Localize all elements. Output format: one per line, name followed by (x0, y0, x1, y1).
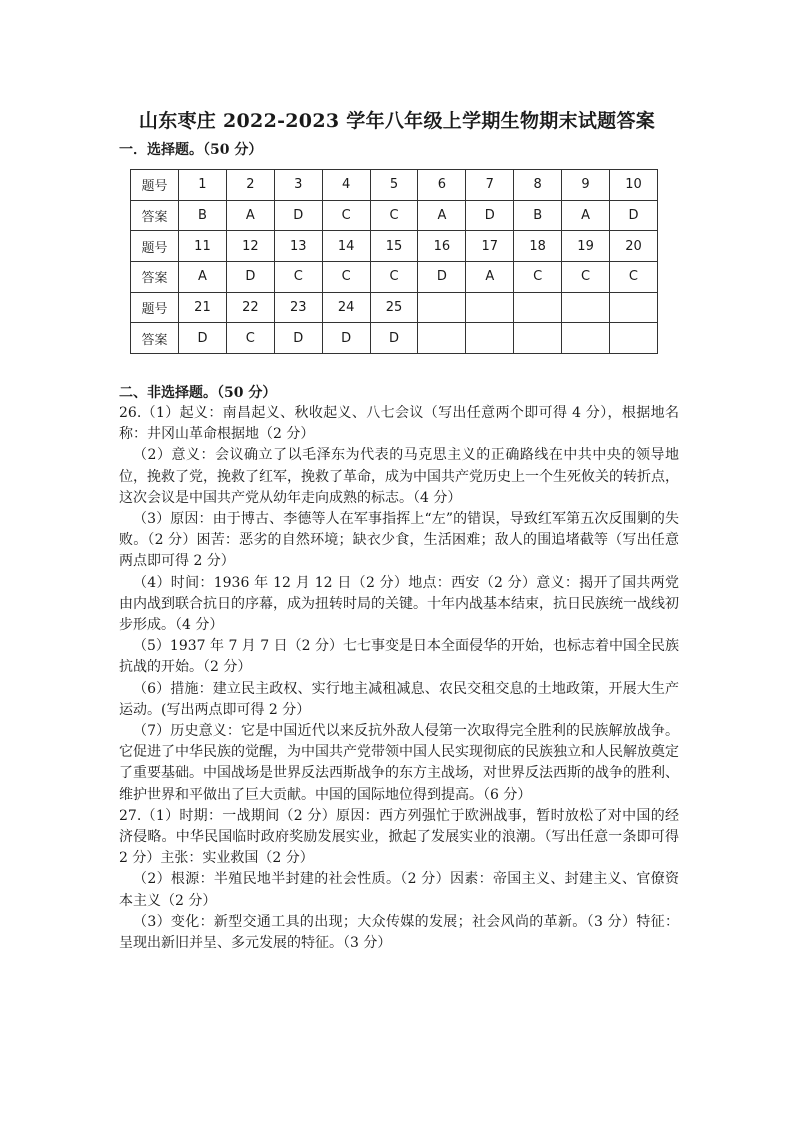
page-title: 山东枣庄 2022-2023 学年八年级上学期生物期末试题答案 (138, 110, 656, 132)
row-header-cell: 题号 (131, 231, 179, 262)
answer-body (119, 403, 679, 954)
answer-paragraph: （2）根源：半殖民地半封建的社会性质。（2 分）因素：帝国主义、封建主义、官僚资本主义（2 分） (119, 871, 679, 909)
answer-paragraph: （5）1937 年 7 月 7 日（2 分）七七事变是日本全面侵华的开始，也标志着中国全民族抗战的开始。（2 分） (119, 638, 679, 676)
row-header-cell: 题号 (131, 170, 179, 201)
table-cell (562, 292, 610, 323)
table-cell (514, 323, 562, 354)
table-cell: A (418, 200, 466, 231)
table-row (131, 170, 658, 201)
table-cell: 4 (322, 170, 370, 201)
answer-table (130, 169, 658, 354)
table-cell: 6 (418, 170, 466, 201)
table-cell: 12 (226, 231, 274, 262)
table-cell: B (514, 200, 562, 231)
table-cell: C (274, 262, 322, 293)
table-cell: 14 (322, 231, 370, 262)
table-row (131, 292, 658, 323)
row-header-cell: 答案 (131, 323, 179, 354)
table-cell: 21 (179, 292, 227, 323)
table-cell: 11 (179, 231, 227, 262)
table-cell: C (562, 262, 610, 293)
table-cell: 13 (274, 231, 322, 262)
table-cell: A (179, 262, 227, 293)
table-cell: D (179, 323, 227, 354)
table-cell (418, 323, 466, 354)
table-cell: 5 (370, 170, 418, 201)
table-cell: C (322, 200, 370, 231)
row-header-cell: 题号 (131, 292, 179, 323)
table-cell: 16 (418, 231, 466, 262)
answer-paragraph: 27.（1）时期：一战期间（2 分）原因：西方列强忙于欧洲战事，暂时放松了对中国的经济侵略。中华民国临时政府奖励发展实业，掀起了发展实业的浪潮。（写出任意一条即可得 2 分）主张：实业救国（2 分） (119, 807, 679, 867)
answer-paragraph: 26.（1）起义：南昌起义、秋收起义、八七会议（写出任意两个即可得 4 分），根据地名称：井冈山革命根据地（2 分） (119, 405, 679, 443)
table-cell (466, 323, 514, 354)
table-cell: D (274, 200, 322, 231)
row-header-cell: 答案 (131, 200, 179, 231)
table-cell: 24 (322, 292, 370, 323)
table-cell: 18 (514, 231, 562, 262)
answer-paragraph: （3）变化：新型交通工具的出现；大众传媒的发展；社会风尚的革新。（3 分）特征：呈现出新旧并呈、多元发展的特征。（3 分） (119, 913, 679, 952)
table-cell: 17 (466, 231, 514, 262)
answer-paragraph: （2）意义：会议确立了以毛泽东为代表的马克思主义的正确路线在中共中央的领导地位，挽救了党，挽救了红军，挽救了革命，成为中国共产党历史上一个生死攸关的转折点，这次会议是中国共产党从幼年走向成熟的标志。（4 分） (119, 447, 679, 506)
table-cell: 9 (562, 170, 610, 201)
table-cell: 22 (226, 292, 274, 323)
table-cell: 3 (274, 170, 322, 201)
table-cell: D (226, 262, 274, 293)
answer-table-body (131, 170, 658, 354)
table-cell: D (322, 323, 370, 354)
table-cell: A (466, 262, 514, 293)
table-cell: C (370, 200, 418, 231)
section2-heading: 二、非选择题。（50 分） (119, 385, 277, 401)
table-row (131, 200, 658, 231)
table-cell: C (514, 262, 562, 293)
table-cell: D (466, 200, 514, 231)
table-cell (562, 323, 610, 354)
table-cell: D (274, 323, 322, 354)
table-cell: 15 (370, 231, 418, 262)
table-cell: C (370, 262, 418, 293)
table-row (131, 262, 658, 293)
answer-paragraph: （4）时间：1936 年 12 月 12 日（2 分）地点：西安（2 分）意义：揭开了国共两党由内战到联合抗日的序幕，成为扭转时局的关键。十年内战基本结束，抗日民族统一战线初步形成。（4 分） (119, 574, 679, 634)
table-cell: D (370, 323, 418, 354)
answer-paragraph: （3）原因：由于博古、李德等人在军事指挥上“左”的错误，导致红军第五次反围剿的失败。（2 分）困苦：恶劣的自然环境；缺衣少食，生活困难；敌人的围追堵截等（写出任意两点即可得 2 分） (119, 511, 679, 570)
table-cell: C (322, 262, 370, 293)
table-cell: 23 (274, 292, 322, 323)
table-cell: C (226, 323, 274, 354)
answer-paragraph: （7）历史意义：它是中国近代以来反抗外敌人侵第一次取得完全胜利的民族解放战争。它促进了中华民族的觉醒，为中国共产党带领中国人民实现彻底的民族独立和人民解放奠定了重要基础。中国战场是世界反法西斯战争的东方主战场，对世界反法西斯的战争的胜利、维护世界和平做出了巨大贡献。中国的国际地位得到提高。（6 分） (119, 723, 679, 803)
row-header-cell: 答案 (131, 262, 179, 293)
table-cell: C (610, 262, 658, 293)
table-cell: 19 (562, 231, 610, 262)
section1-heading: 一．选择题。（50 分） (119, 142, 263, 158)
table-cell: B (179, 200, 227, 231)
table-cell (610, 292, 658, 323)
table-cell (418, 292, 466, 323)
table-cell: A (562, 200, 610, 231)
table-cell: D (610, 200, 658, 231)
table-cell: 8 (514, 170, 562, 201)
table-cell: 7 (466, 170, 514, 201)
table-cell: A (226, 200, 274, 231)
table-cell (610, 323, 658, 354)
table-cell: 20 (610, 231, 658, 262)
table-cell: 25 (370, 292, 418, 323)
table-cell (466, 292, 514, 323)
table-row (131, 323, 658, 354)
table-row (131, 231, 658, 262)
answer-paragraph: （6）措施：建立民主政权、实行地主减租减息、农民交租交息的土地政策，开展大生产运动。(写出两点即可得 2 分） (119, 680, 679, 718)
table-cell (514, 292, 562, 323)
table-cell: D (418, 262, 466, 293)
table-cell: 2 (226, 170, 274, 201)
table-cell: 10 (610, 170, 658, 201)
table-cell: 1 (179, 170, 227, 201)
